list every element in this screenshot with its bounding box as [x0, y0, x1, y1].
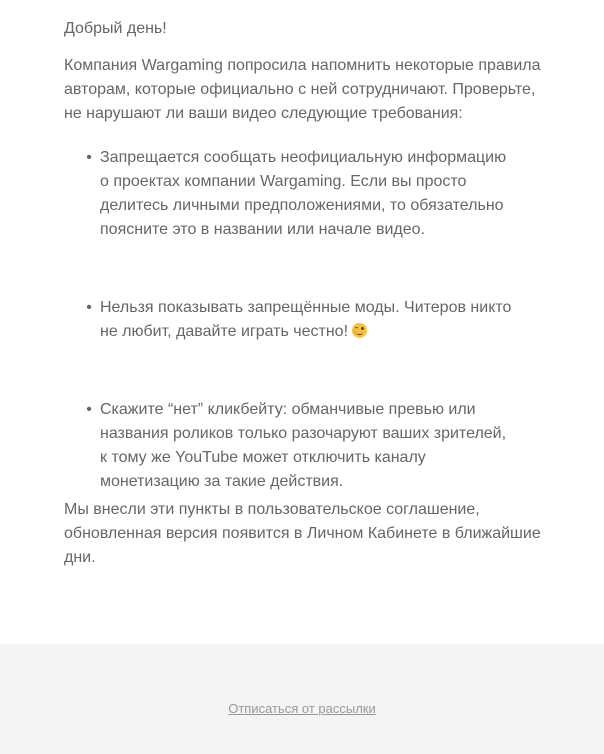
- rules-list: [64, 146, 514, 548]
- rule-text: Скажите “нет” кликбейту: обманчивые превью или названия роликов только разочаруют ваших зрителей, к тому же YouTube может отключить каналу монетизацию за такие действия.: [100, 401, 507, 490]
- list-item: [64, 398, 514, 494]
- unsubscribe-link[interactable]: Отписаться от рассылки: [228, 701, 376, 716]
- bullet-icon: •: [86, 299, 92, 316]
- list-item: [64, 296, 514, 344]
- rule-text: Запрещается сообщать неофициальную информацию о проектах компании Wargaming. Если вы просто делитесь личными предположениями, то обязательно поясните это в названии или начале видео.: [100, 149, 507, 238]
- intro-paragraph: Компания Wargaming попросила напомнить некоторые правила авторам, которые официально с ней сотрудничают. Проверьте, не нарушают ли ваши видео следующие требования:: [64, 57, 541, 122]
- email-footer: [0, 644, 604, 754]
- winking-face-icon: [352, 323, 367, 338]
- bullet-icon: •: [86, 401, 92, 418]
- bullet-icon: •: [86, 149, 92, 166]
- greeting-text: Добрый день!: [64, 20, 167, 37]
- rule-text: Нельзя показывать запрещённые моды. Читеров никто не любит, давайте играть честно!: [100, 299, 512, 340]
- list-item: [64, 146, 514, 242]
- outro-paragraph: Мы внесли эти пункты в пользовательское соглашение, обновленная версия появится в Личном Кабинете в ближайшие дни.: [64, 501, 541, 566]
